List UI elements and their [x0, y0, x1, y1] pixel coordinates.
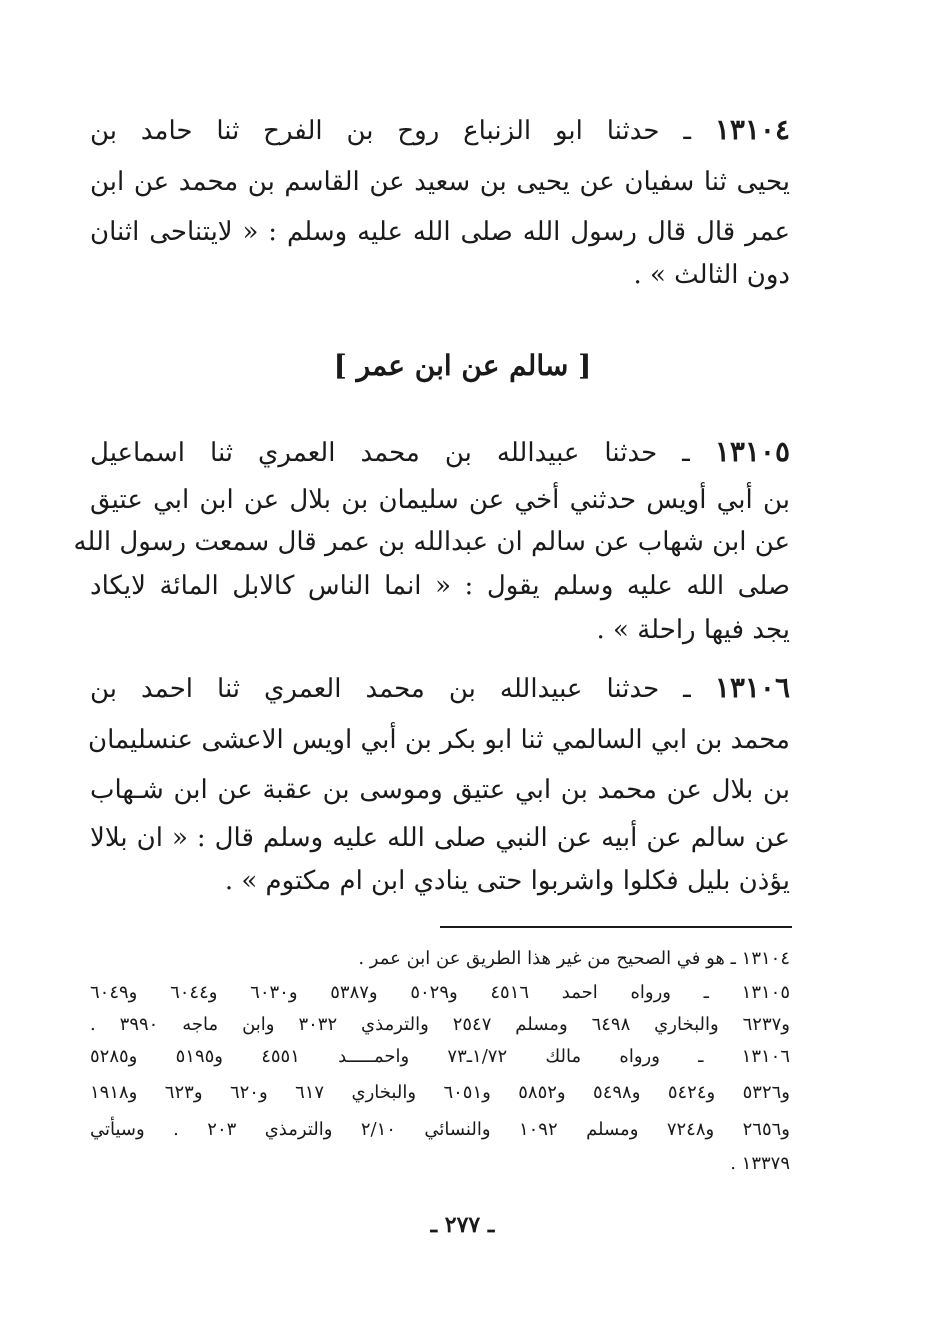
- footnote-line: و٥٣٢٦ و٥٤٢٤ و٥٤٩٨ و٥٨٥٢ و٦٠٥١ والبخاري ٦١٧ و٦٢٠ و٦٢٣ و١٩١٨: [90, 1082, 790, 1103]
- hadith-text: ـ حدثنا ابو الزنباع روح بن الفرح ثنا حامد بن: [90, 116, 691, 146]
- hadith-line: بن بلال عن محمد بن ابي عتيق وموسى بن عقبة عن ابن شـهاب: [90, 775, 790, 805]
- footnote-line: ١٣١٠٥ ـ ورواه احمد ٤٥١٦ و٥٠٢٩ و٥٣٨٧ و٦٠٣٠ و٦٠٤٤ و٦٠٤٩: [90, 982, 790, 1003]
- hadith-line: [90, 115, 790, 146]
- hadith-line: محمد بن ابي السالمي ثنا ابو بكر بن أبي اويس الاعشى عنسليمان: [88, 725, 790, 755]
- hadith-text: ـ حدثنا عبيدالله بن محمد العمري ثنا احمد بن: [90, 674, 691, 704]
- hadith-line: يحيى ثنا سفيان عن يحيى بن سعيد عن القاسم بن محمد عن ابن: [90, 167, 790, 197]
- hadith-number: ١٣١٠٤: [714, 113, 791, 146]
- footnote-line: ١٣١٠٤ ـ هو في الصحيح من غير هذا الطريق عن ابن عمر .: [358, 948, 790, 969]
- hadith-line: يؤذن بليل فكلوا واشربوا حتى ينادي ابن ام مكتوم » .: [224, 866, 790, 896]
- footnote-line: ١٣١٠٦ ـ ورواه مالك ١/٧٢ـ٧٣ واحمـــــد ٤٥٥١ و٥١٩٥ و٥٢٨٥: [90, 1046, 790, 1067]
- footnote-line: ١٣٣٧٩ .: [730, 1153, 790, 1174]
- hadith-number: ١٣١٠٦: [714, 671, 791, 704]
- hadith-line: صلى الله عليه وسلم يقول : « انما الناس كالابل المائة لايكاد: [90, 571, 790, 601]
- hadith-line: [90, 673, 790, 704]
- section-heading: [ سالم عن ابن عمر ]: [333, 349, 592, 382]
- hadith-text: ـ حدثنا عبيدالله بن محمد العمري ثنا اسماعيل: [90, 438, 690, 468]
- hadith-line: بن أبي أويس حدثني أخي عن سليمان بن بلال عن ابن ابي عتيق: [90, 485, 790, 515]
- footnote-line: و٢٦٥٦ و٧٢٤٨ ومسلم ١٠٩٢ والنسائي ٢/١٠ والترمذي ٢٠٣ . وسيأتي: [90, 1119, 790, 1140]
- hadith-number: ١٣١٠٥: [714, 435, 791, 468]
- footnote-line: و٦٢٣٧ والبخاري ٦٤٩٨ ومسلم ٢٥٤٧ والترمذي ٣٠٣٢ وابن ماجه ٣٩٩٠ .: [90, 1014, 790, 1035]
- hadith-line: عمر قال قال رسول الله صلى الله عليه وسلم : « لايتناحى اثنان: [90, 217, 790, 247]
- hadith-line: يجد فيها راحلة » .: [596, 615, 790, 645]
- hadith-line: عن سالم عن أبيه عن النبي صلى الله عليه وسلم قال : « ان بلالا: [90, 823, 790, 853]
- footnote-separator: [440, 926, 792, 928]
- page-number: ـ ٢٧٧ ـ: [430, 1212, 495, 1238]
- hadith-line: عن ابن شهاب عن سالم ان عبدالله بن عمر قال سمعت رسول الله: [73, 527, 790, 557]
- hadith-line: [90, 437, 790, 468]
- hadith-line: دون الثالث » .: [633, 260, 790, 290]
